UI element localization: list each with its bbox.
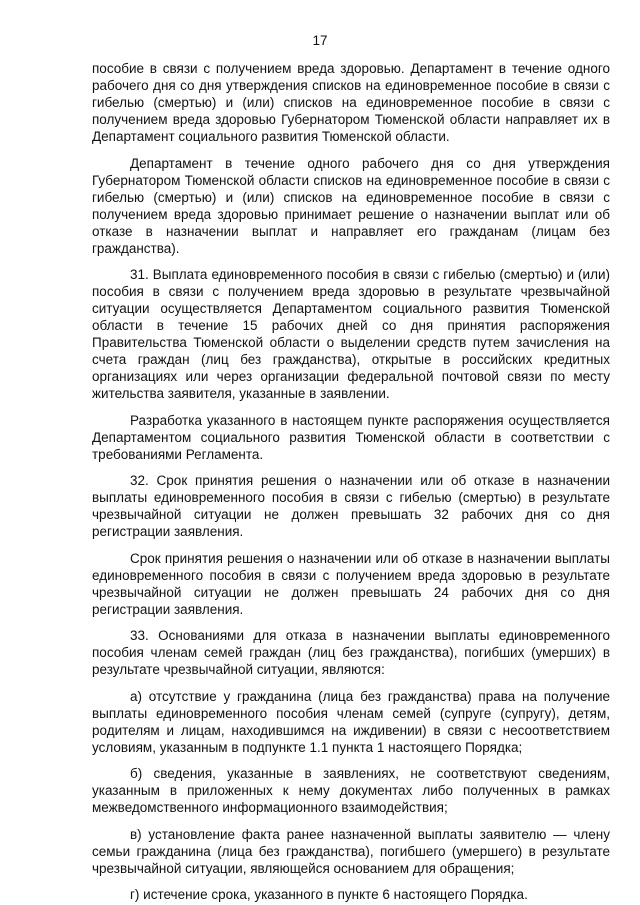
- paragraph-continuation: пособие в связи с получением вреда здоровью. Департамент в течение одного рабочего дня со дня утверждения списков на единовременное пособие в связи с гибелью (смертью) и (или) списков на единовременное пособие в связи с получением вреда здоровью Губернатором Тюменской области направляет их в Департамент социального развития Тюменской области.: [92, 61, 610, 144]
- paragraph-subitem-a: а) отсутствие у гражданина (лица без гражданства) права на получение выплаты единовременного пособия членам семей (супруге (супругу), детям, родителям и лицам, находившимся на иждивении) в связи с несоответствием условиям, указанным в подпункте 1.1 пункта 1 настоящего Порядка;: [92, 688, 610, 755]
- paragraph-item-31: 31. Выплата единовременного пособия в связи с гибелью (смертью) и (или) пособия в связи с получением вреда здоровью в результате чрезвычайной ситуации осуществляется Департаментом социального развития Тюменской области в течение 15 рабочих дней со дня принятия распоряжения Правительства Тюменской области о выделении средств путем зачисления на счета граждан (лиц без гражданства), открытые в российских кредитных организациях или через организации федеральной почтовой связи по месту жительства заявителя, указанные в заявлении.: [92, 267, 610, 401]
- document-body: [92, 60, 610, 903]
- paragraph-department-decision: Департамент в течение одного рабочего дня со дня утверждения Губернатором Тюменской области списков на единовременное пособие в связи с гибелью (смертью) и (или) списков на единовременное пособие в связи с получением вреда здоровью принимает решение о назначении выплат или об отказе в назначении выплат и направляет его гражданам (лицам без гражданства).: [92, 155, 610, 256]
- page-number: 17: [312, 33, 328, 48]
- paragraph-subitem-b: б) сведения, указанные в заявлениях, не соответствуют сведениям, указанным в приложенных к нему документах либо полученных в рамках межведомственного информационного взаимодействия;: [92, 766, 610, 815]
- paragraph-item-32: 32. Срок принятия решения о назначении или об отказе в назначении выплаты единовременного пособия в связи с гибелью (смертью) в результате чрезвычайной ситуации не должен превышать 32 рабочих дня со дня регистрации заявления.: [92, 473, 610, 539]
- paragraph-subitem-g: г) истечение срока, указанного в пункте 6 настоящего Порядка.: [130, 887, 528, 902]
- paragraph-item-33: 33. Основаниями для отказа в назначении выплаты единовременного пособия членам семей граждан (лиц без гражданства), погибших (умерших) в результате чрезвычайной ситуации, являются:: [92, 628, 610, 677]
- paragraph-order-development: Разработка указанного в настоящем пункте распоряжения осуществляется Департаментом социального развития Тюменской области в соответствии с требованиями Регламента.: [92, 412, 610, 462]
- paragraph-decision-term-health: Срок принятия решения о назначении или об отказе в назначении выплаты единовременного пособия в связи с получением вреда здоровью в результате чрезвычайной ситуации не должен превышать 24 рабочих дня со дня регистрации заявления.: [92, 550, 610, 617]
- paragraph-subitem-v: в) установление факта ранее назначенной выплаты заявителю — члену семьи гражданина (лица без гражданства), погибшего (умершего) в результате чрезвычайной ситуации, являющейся основанием для обращения;: [92, 826, 610, 876]
